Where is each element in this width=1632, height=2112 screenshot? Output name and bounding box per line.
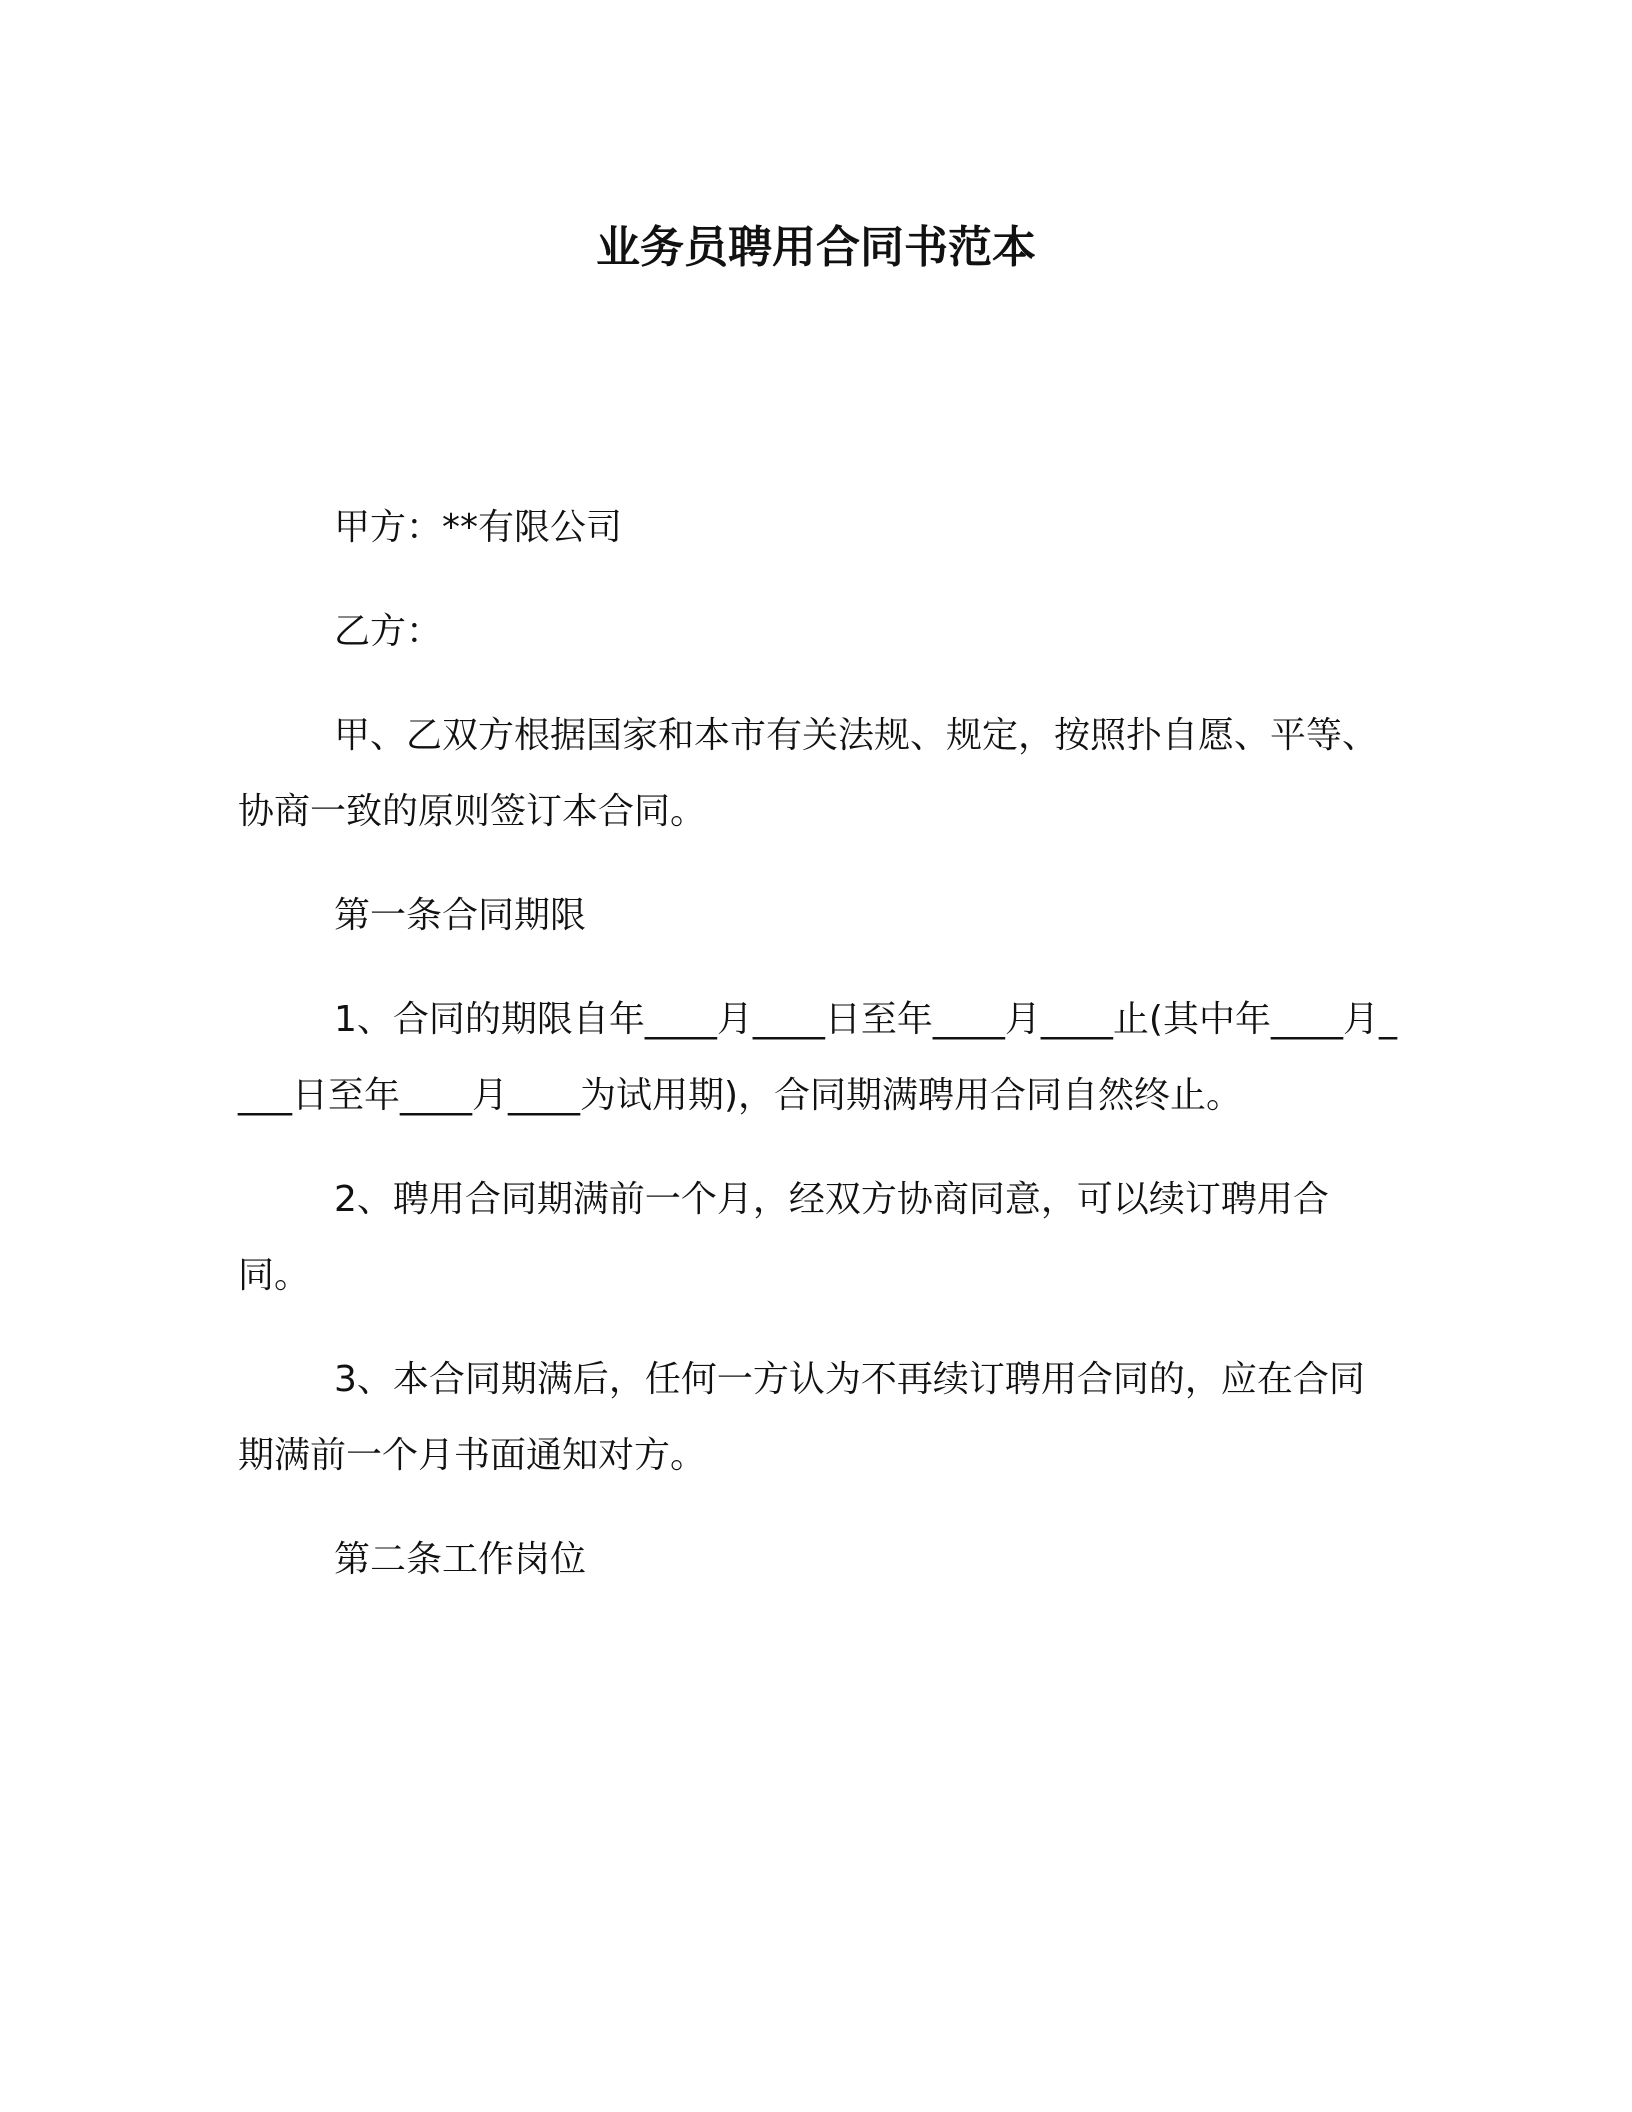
document-title: 业务员聘用合同书范本 — [596, 222, 1036, 273]
article-1-clause-3: 3、本合同期满后，任何一方认为不再续订聘用合同的，应在合同期满前一个月书面通知对方。 — [238, 1359, 1365, 1476]
party-a-line: 甲方：**有限公司 — [334, 507, 623, 548]
article-2-heading: 第二条工作岗位 — [334, 1539, 587, 1580]
article-1-heading: 第一条合同期限 — [334, 895, 587, 936]
article-1-clause-2: 2、聘用合同期满前一个月，经双方协商同意，可以续订聘用合同。 — [238, 1179, 1329, 1296]
preamble-paragraph: 甲、乙双方根据国家和本市有关法规、规定，按照扑自愿、平等、协商一致的原则签订本合同。 — [238, 715, 1379, 832]
article-1-clause-1: 1、合同的期限自年____月____日至年____月____止(其中年____月____日至年____月____为试用期)，合同期满聘用合同自然终止。 — [238, 999, 1397, 1116]
party-b-line: 乙方： — [334, 611, 443, 652]
document-body — [238, 490, 1398, 1626]
